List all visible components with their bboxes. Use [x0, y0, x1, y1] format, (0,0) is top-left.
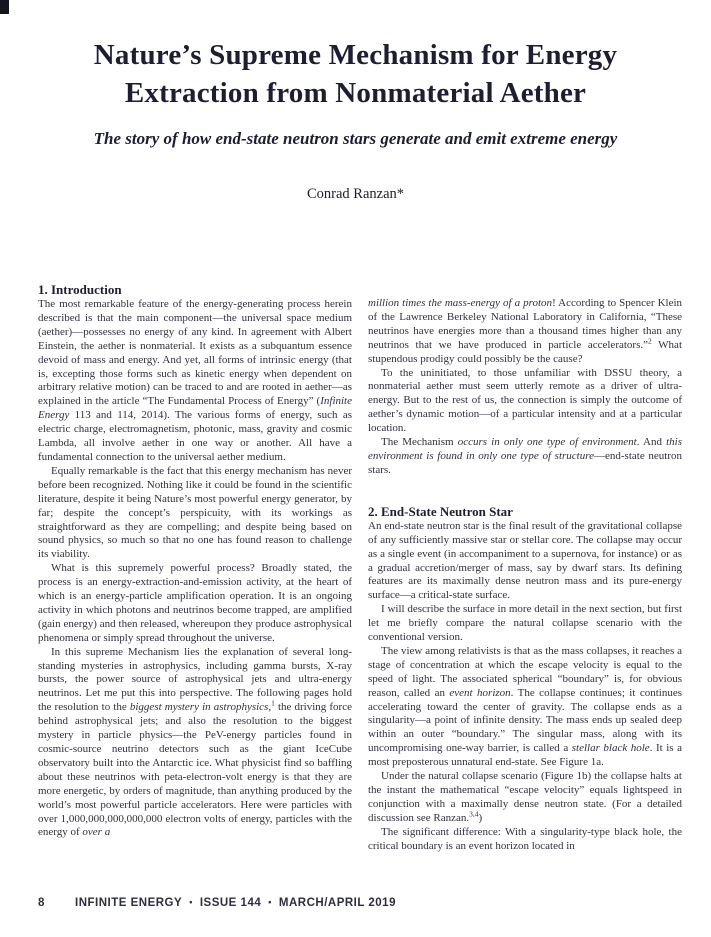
- body-text: I will describe the surface in more detail in the next section, but first let me briefly compare the natural collapse scenario with the conventional version.: [368, 603, 682, 644]
- article-body: [38, 282, 682, 854]
- body-text: The Mechanism: [381, 436, 458, 449]
- title-line-1: Nature’s Supreme Mechanism for Energy: [93, 39, 618, 71]
- paragraph: [38, 646, 352, 841]
- emphasis-text: Infinite Energy: [38, 395, 352, 422]
- footer-issue-number: ISSUE 144: [199, 897, 262, 909]
- body-text: . The collapse continues; it continues accelerating toward the center of gravity. The collapse ends as a singularity—a point of infinite density. The mass ends up sealed deep within an outer “boundary.” The singular mass, along with its uncompromising one-way barrier, is called a: [368, 686, 683, 755]
- body-text: To the uninitiated, to those unfamiliar with DSSU theory, a nonmaterial aether must seem utterly remote as a driver of ultra-energy. But to the rest of us, the connection is simply the outcome of aether’s dynamic motion—of a particular intensity and at a particular location.: [368, 366, 682, 435]
- body-text: The view among relativists is that as the mass collapses, it reaches a stage of concentration at which the escape velocity is equal to the speed of light. The associated spherical “boundary” is, for obvious reason, called an: [368, 644, 682, 699]
- emphasis-text: over a: [82, 826, 111, 839]
- section-heading: 1. Introduction: [38, 282, 122, 297]
- footer-separator-icon: •: [268, 897, 272, 907]
- right-column: [368, 282, 682, 854]
- body-text: . It is a most preposterous unnatural end-state. See Figure 1a.: [368, 742, 682, 769]
- paragraph: [368, 770, 682, 826]
- paragraph: [368, 436, 682, 478]
- footnote-marker: 1: [271, 698, 275, 708]
- paragraph: [368, 297, 682, 367]
- body-text: Equally remarkable is the fact that this energy mechanism has never before been recognized. Nothing like it could be found in the scientific literature, despite it being Nature’s most powerful energy generator, by far; despite the concept’s perspicuity, with its workings as straightforward as they are compelling; and despite being based on sound physics, so much so that no one has found reason to challenge its viability.: [38, 464, 352, 561]
- article-subtitle: The story of how end-state neutron stars generate and emit extreme energy: [93, 129, 618, 148]
- paragraph: [368, 645, 682, 770]
- body-text: . And: [636, 436, 667, 449]
- body-text: Under the natural collapse scenario (Figure 1b) the collapse halts at the instant the mathematical “escape velocity” equals lightspeed in conjunction with a maximally dense neutron state. (For a detailed discussion see Ranzan.: [368, 770, 682, 824]
- body-text: ): [478, 811, 483, 824]
- paragraph: [38, 465, 352, 562]
- emphasis-text: biggest mystery in astrophysics,: [129, 701, 272, 714]
- paragraph: [368, 826, 682, 854]
- paragraph: [38, 298, 352, 465]
- article-masthead: [0, 36, 711, 203]
- article-title: [0, 36, 711, 112]
- footnote-marker: 3,4: [469, 809, 479, 819]
- body-text: —end-state neutron stars.: [368, 449, 682, 476]
- paragraph: [38, 562, 352, 645]
- body-text: The most remarkable feature of the energy-generating process herein described is that the main component—the universal space medium (aether)—possesses no energy of any kind. In agreement with Albert Einstein, the aether is nonmaterial. It exists as a subquantum essence devoid of mass and energy. And yet, all forms of intrinsic energy (that is, excepting those forms such as kinetic energy when dependent on arbitrary relative motion) can be traced to and are rooted in aether—as explained in the article “The Fundamental Process of Energy” (: [38, 298, 352, 408]
- body-text: What stupendous prodigy could possibly be the cause?: [368, 338, 682, 365]
- title-line-2: Extraction from Nonmaterial Aether: [124, 77, 587, 109]
- footer-issue-date: MARCH/APRIL 2019: [278, 897, 396, 909]
- page-number: 8: [38, 897, 45, 909]
- page-footer: [38, 897, 678, 909]
- emphasis-text: this environment is found in only one type of structure: [368, 436, 682, 462]
- paragraph: [368, 367, 682, 437]
- body-text: 113 and 114, 2014). The various forms of energy, such as electric charge, electromagnetism, photonic, mass, gravity and cosmic Lambda, all involve aether in one way or another. All have a fundamental connection to the universal aether medium.: [38, 409, 352, 463]
- paragraph: [368, 603, 682, 645]
- emphasis-text: occurs in only one type of environment: [457, 436, 637, 449]
- body-text: In this supreme Mechanism lies the explanation of several long-standing mysteries in astrophysics, including gamma bursts, X-ray bursts, the power source of astrophysical jets and ultra-energy neutrinos. Let me put this into perspective. The following pages hold the resolution to the: [38, 645, 352, 714]
- left-column: [38, 282, 352, 854]
- body-text: What is this supremely powerful process? Broadly stated, the process is an energy-extraction-and-emission activity, at the heart of which is an energy-particle amplification operation. It is an ongoing activity in which photons and neutrinos become trapped, are amplified (gain energy) and then released, whereupon they produce astrophysical phenomena or simply spread throughout the universe.: [38, 562, 352, 644]
- emphasis-text: stellar black hole: [571, 742, 650, 755]
- footer-journal-name: INFINITE ENERGY: [75, 897, 183, 909]
- emphasis-text: event horizon: [449, 686, 511, 699]
- article-author: Conrad Ranzan*: [306, 186, 405, 202]
- body-text: ! According to Spencer Klein of the Lawrence Berkeley National Laboratory in California, “These neutrinos have energies more than a thousand times higher than any neutrinos that we have produced in particle accelerators.”: [368, 297, 683, 351]
- footnote-marker: 2: [648, 336, 652, 346]
- body-text: the driving force behind astrophysical jets; and also the resolution to the biggest mystery in particle physics—the PeV-energy particles found in cosmic-source neutrino detectors such as the giant IceCube observatory built into the Antarctic ice. What physicist find so baffling about these neutrinos with peta-electron-volt energy is that they are more energetic, by orders of magnitude, than anything produced by the world’s most powerful particle accelerators. Here were particles with over 1,000,000,000,000,000 electron volts of energy, particles with the energy of: [38, 701, 352, 839]
- body-text: An end-state neutron star is the final result of the gravitational collapse of any sufficiently massive star or stellar core. The collapse may occur as a single event (in accompaniment to a supernova, for instance) or as a gradual accretion/merger of mass, say by dwarf stars. Its defining features are its maximally dense neutron mass and its pure-energy surface—a critical-state surface.: [368, 519, 682, 602]
- body-text: The significant difference: With a singularity-type black hole, the critical boundary is an event horizon located in: [368, 825, 682, 852]
- footer-separator-icon: •: [189, 897, 193, 907]
- emphasis-text: million times the mass-energy of a proton: [368, 297, 553, 309]
- section-heading: 2. End-State Neutron Star: [368, 503, 513, 519]
- scan-artifact: [0, 0, 9, 14]
- paragraph: [368, 520, 682, 603]
